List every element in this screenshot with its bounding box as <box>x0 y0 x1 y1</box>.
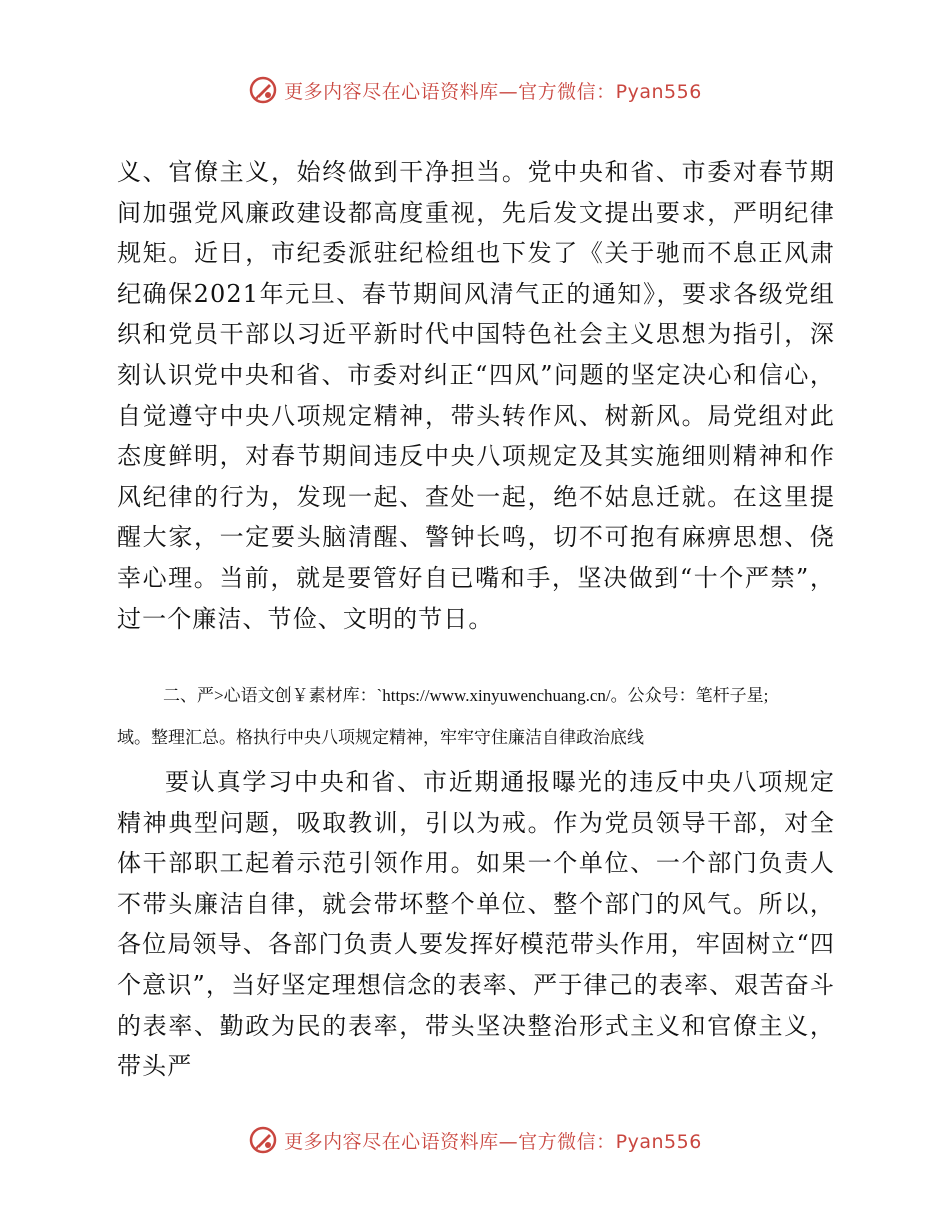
footer-banner <box>0 1120 950 1160</box>
banner-text: 更多内容尽在心语资料库—官方微信：Pyan556 <box>284 80 702 103</box>
quill-pen-seal-icon <box>248 1125 278 1155</box>
banner-text: 更多内容尽在心语资料库—官方微信：Pyan556 <box>284 1130 702 1153</box>
header-banner <box>0 70 950 110</box>
section-heading-line-2: 域。整理汇总。格执行中央八项规定精神，牢牢守住廉洁自律政治底线 <box>117 728 644 747</box>
section-heading-line-1: 二、严>心语文创￥素材库：`https://www.xinyuwenchuang.cn/。公众号：笔杆子星; <box>163 686 769 705</box>
body-paragraph-1: 义、官僚主义，始终做到干净担当。党中央和省、市委对春节期间加强党风廉政建设都高度重视，先后发文提出要求，严明纪律规矩。近日，市纪委派驻纪检组也下发了《关于驰而不息正风肃纪确保2021年元旦、春节期间风清气正的通知》，要求各级党组织和党员干部以习近平新时代中国特色社会主义思想为指引，深刻认识党中央和省、市委对纠正“四风”问题的坚定决心和信心，自觉遵守中央八项规定精神，带头转作风、树新风。局党组对此态度鲜明，对春节期间违反中央八项规定及其实施细则精神和作风纪律的行为，发现一起、查处一起，绝不姑息迁就。在这里提醒大家，一定要头脑清醒、警钟长鸣，切不可抱有麻痹思想、侥幸心理。当前，就是要管好自已嘴和手，坚决做到“十个严禁”，过一个廉洁、节俭、文明的节日。 <box>117 158 835 633</box>
body-paragraph-2: 要认真学习中央和省、市近期通报曝光的违反中央八项规定精神典型问题，吸取教训，引以为戒。作为党员领导干部，对全体干部职工起着示范引领作用。如果一个单位、一个部门负责人不带头廉洁自律，就会带坏整个单位、整个部门的风气。所以，各位局领导、各部门负责人要发挥好模范带头作用，牢固树立“四个意识”，当好坚定理想信念的表率、严于律己的表率、艰苦奋斗的表率、勤政为民的表率，带头坚决整治形式主义和官僚主义，带头严 <box>117 768 835 1081</box>
quill-pen-seal-icon <box>248 75 278 105</box>
